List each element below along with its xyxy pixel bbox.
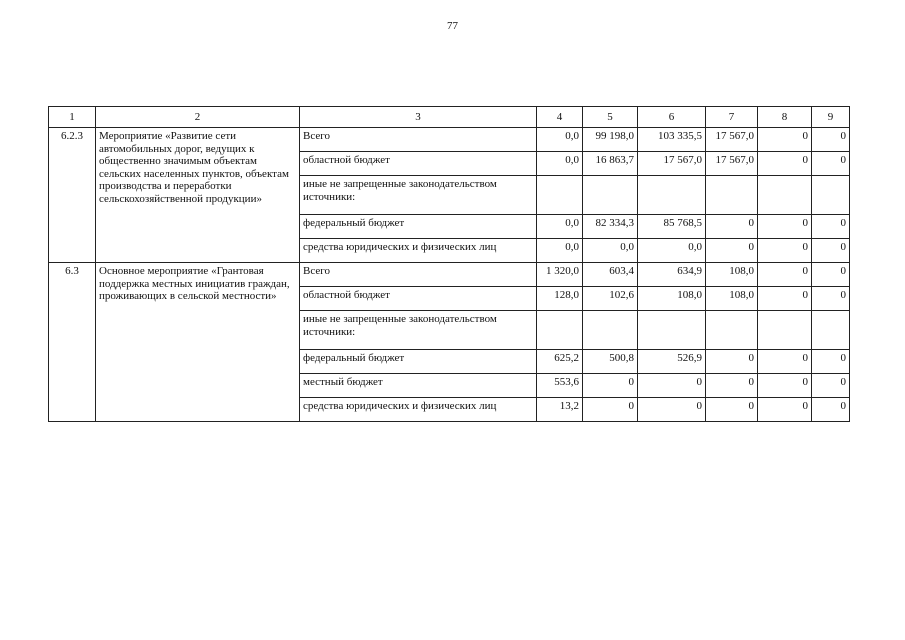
value-cell: 0 [758, 215, 812, 239]
value-cell: 0 [758, 263, 812, 287]
value-cell: 0 [706, 215, 758, 239]
item-code: 6.2.3 [49, 128, 96, 263]
value-cell [537, 176, 583, 215]
value-cell [706, 176, 758, 215]
header-row [49, 107, 850, 128]
item-name: Мероприятие «Развитие сети автомобильных дорог, ведущих к общественно значимым объектам сельских населенных пунктов, объектам производства и переработки сельскохозяйственной продукции» [96, 128, 300, 263]
value-cell [583, 311, 638, 350]
value-cell: 0,0 [583, 239, 638, 263]
value-cell [706, 311, 758, 350]
value-cell: 0,0 [537, 215, 583, 239]
value-cell: 0 [758, 128, 812, 152]
value-cell: 603,4 [583, 263, 638, 287]
value-cell: 0,0 [537, 128, 583, 152]
value-cell: 526,9 [638, 350, 706, 374]
value-cell: 1 320,0 [537, 263, 583, 287]
funding-source: областной бюджет [300, 287, 537, 311]
column-header: 8 [758, 107, 812, 128]
value-cell: 0 [638, 374, 706, 398]
value-cell: 99 198,0 [583, 128, 638, 152]
value-cell: 0 [706, 398, 758, 422]
value-cell [812, 311, 850, 350]
value-cell: 16 863,7 [583, 152, 638, 176]
value-cell: 553,6 [537, 374, 583, 398]
value-cell: 0 [583, 398, 638, 422]
table-body [49, 107, 850, 422]
value-cell: 0 [812, 152, 850, 176]
funding-source: иные не запрещенные законодательством источники: [300, 311, 537, 350]
item-code: 6.3 [49, 263, 96, 422]
value-cell: 17 567,0 [706, 128, 758, 152]
value-cell [758, 176, 812, 215]
value-cell: 82 334,3 [583, 215, 638, 239]
value-cell: 128,0 [537, 287, 583, 311]
value-cell: 625,2 [537, 350, 583, 374]
column-header: 4 [537, 107, 583, 128]
value-cell: 0 [812, 398, 850, 422]
table-row [49, 128, 850, 152]
value-cell: 0 [758, 350, 812, 374]
value-cell: 0 [706, 374, 758, 398]
value-cell [758, 311, 812, 350]
value-cell: 0 [706, 350, 758, 374]
table-row [49, 263, 850, 287]
value-cell: 0 [758, 374, 812, 398]
funding-source: Всего [300, 128, 537, 152]
value-cell: 0 [812, 128, 850, 152]
column-header: 9 [812, 107, 850, 128]
value-cell: 103 335,5 [638, 128, 706, 152]
value-cell: 0 [758, 152, 812, 176]
column-header: 6 [638, 107, 706, 128]
page-number: 77 [447, 20, 458, 32]
funding-source: средства юридических и физических лиц [300, 239, 537, 263]
funding-source: средства юридических и физических лиц [300, 398, 537, 422]
value-cell [537, 311, 583, 350]
value-cell: 0 [812, 239, 850, 263]
item-name: Основное мероприятие «Грантовая поддержка местных инициатив граждан, проживающих в сельской местности» [96, 263, 300, 422]
value-cell [583, 176, 638, 215]
funding-source: иные не запрещенные законодательством источники: [300, 176, 537, 215]
value-cell: 634,9 [638, 263, 706, 287]
value-cell: 0 [812, 215, 850, 239]
value-cell: 102,6 [583, 287, 638, 311]
value-cell [638, 176, 706, 215]
value-cell: 85 768,5 [638, 215, 706, 239]
funding-source: Всего [300, 263, 537, 287]
value-cell: 500,8 [583, 350, 638, 374]
value-cell: 0 [758, 287, 812, 311]
value-cell: 0 [706, 239, 758, 263]
value-cell: 108,0 [638, 287, 706, 311]
value-cell: 108,0 [706, 287, 758, 311]
value-cell: 0 [758, 398, 812, 422]
funding-source: федеральный бюджет [300, 215, 537, 239]
value-cell: 13,2 [537, 398, 583, 422]
value-cell [638, 311, 706, 350]
column-header: 3 [300, 107, 537, 128]
value-cell: 0 [638, 398, 706, 422]
value-cell: 0 [812, 263, 850, 287]
value-cell: 0 [758, 239, 812, 263]
value-cell: 0 [812, 350, 850, 374]
column-header: 1 [49, 107, 96, 128]
column-header: 2 [96, 107, 300, 128]
column-header: 7 [706, 107, 758, 128]
value-cell: 108,0 [706, 263, 758, 287]
value-cell: 17 567,0 [706, 152, 758, 176]
value-cell: 0 [583, 374, 638, 398]
funding-source: местный бюджет [300, 374, 537, 398]
value-cell: 0,0 [537, 239, 583, 263]
value-cell: 0,0 [537, 152, 583, 176]
budget-table [48, 106, 850, 422]
value-cell: 0,0 [638, 239, 706, 263]
funding-source: областной бюджет [300, 152, 537, 176]
value-cell [812, 176, 850, 215]
column-header: 5 [583, 107, 638, 128]
funding-source: федеральный бюджет [300, 350, 537, 374]
value-cell: 17 567,0 [638, 152, 706, 176]
value-cell: 0 [812, 374, 850, 398]
value-cell: 0 [812, 287, 850, 311]
